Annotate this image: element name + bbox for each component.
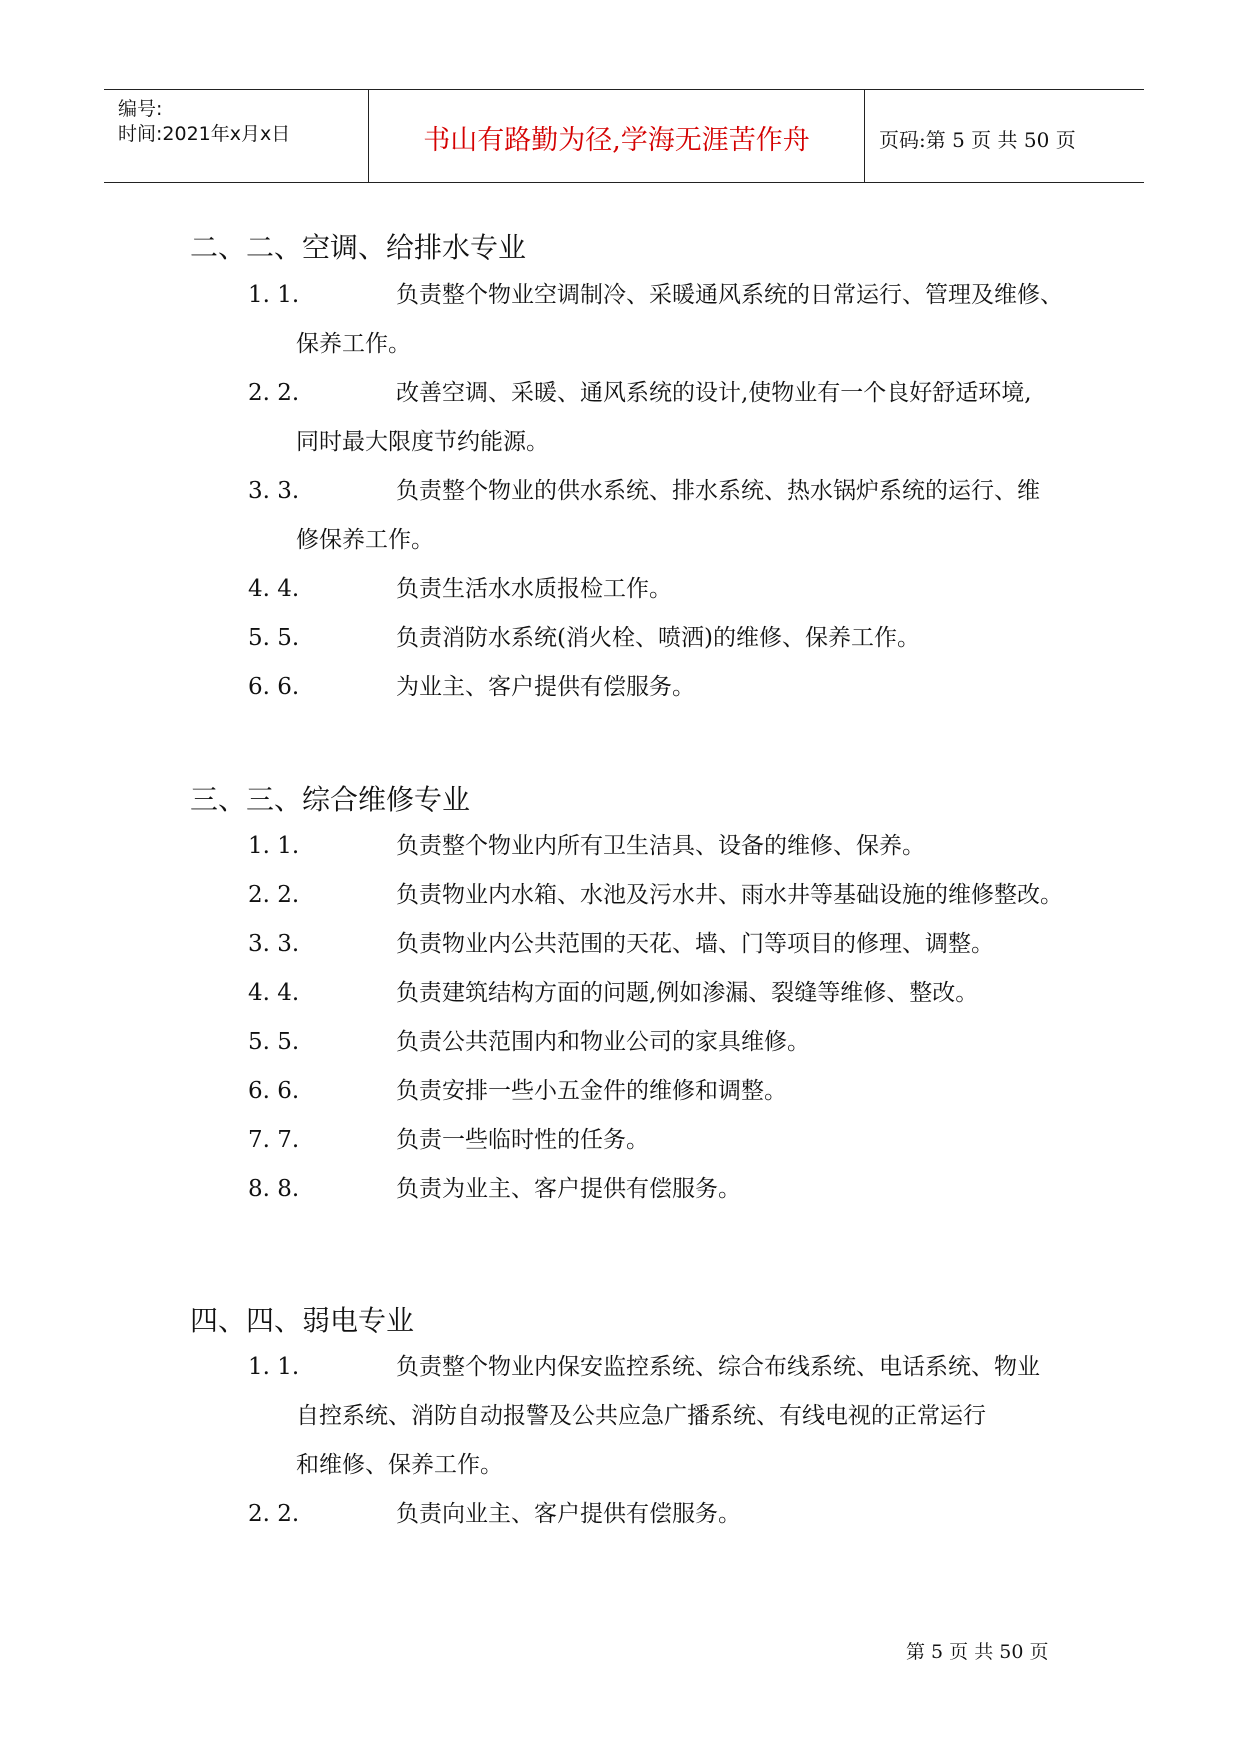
list-item-text: 同时最大限度节约能源。 (296, 429, 549, 455)
list-item (248, 1343, 1068, 1490)
list-item (248, 271, 1068, 369)
list-item-text: 负责物业内水箱、水池及污水井、雨水井等基础设施的维修整改。 (396, 882, 1063, 908)
list-item-text: 自控系统、消防自动报警及公共应急广播系统、有线电视的正常运行 (296, 1403, 986, 1429)
list-item (248, 1490, 1068, 1539)
section-heading: 二、二、空调、给排水专业 (190, 231, 527, 264)
list-item-number: 2. 2. (248, 380, 300, 406)
list-item-text: 为业主、客户提供有偿服务。 (396, 674, 695, 700)
list-item (248, 871, 1068, 920)
list-item-number: 1. 1. (248, 1354, 300, 1380)
list-item-text: 负责物业内公共范围的天花、墙、门等项目的修理、调整。 (396, 931, 994, 957)
list-item-number: 6. 6. (248, 674, 300, 700)
header-page-cell (865, 90, 1144, 182)
section-heading: 四、四、弱电专业 (190, 1304, 415, 1337)
list-item-text: 负责整个物业空调制冷、采暖通风系统的日常运行、管理及维修、 (396, 282, 1063, 308)
list-item-number: 7. 7. (248, 1127, 300, 1153)
page-footer: 第 5 页 共 50 页 (906, 1641, 1049, 1663)
list-item-text: 修保养工作。 (296, 527, 434, 553)
list-item-text: 和维修、保养工作。 (296, 1452, 503, 1478)
list-item-text: 负责公共范围内和物业公司的家具维修。 (396, 1029, 810, 1055)
list-item-text: 负责整个物业内保安监控系统、综合布线系统、电话系统、物业 (396, 1354, 1040, 1380)
list-item-text: 负责安排一些小五金件的维修和调整。 (396, 1078, 787, 1104)
list-item (248, 1067, 1068, 1116)
list-item-number: 1. 1. (248, 833, 300, 859)
header-meta-cell (104, 90, 369, 182)
list-item-text: 负责生活水水质报检工作。 (396, 576, 672, 602)
list-item (248, 369, 1068, 467)
list-item-number: 5. 5. (248, 625, 300, 651)
header-page-label: 页码:第 5 页 共 50 页 (879, 128, 1076, 152)
list-item-number: 2. 2. (248, 1501, 300, 1527)
list-item-text: 负责向业主、客户提供有偿服务。 (396, 1501, 741, 1527)
list-item (248, 1116, 1068, 1165)
document-number-label: 编号: (118, 98, 163, 120)
header-motto: 书山有路勤为径,学海无涯苦作舟 (423, 125, 810, 156)
list-item-text: 负责一些临时性的任务。 (396, 1127, 649, 1153)
list-item (248, 565, 1068, 614)
list-item (248, 822, 1068, 871)
list-item-text: 改善空调、采暖、通风系统的设计,使物业有一个良好舒适环境, (396, 380, 1032, 406)
list-item-number: 4. 4. (248, 576, 300, 602)
list-item (248, 614, 1068, 663)
list-item-text: 负责建筑结构方面的问题,例如渗漏、裂缝等维修、整改。 (396, 980, 979, 1006)
list-item-text: 负责整个物业的供水系统、排水系统、热水锅炉系统的运行、维 (396, 478, 1040, 504)
list-item (248, 920, 1068, 969)
list-item-number: 6. 6. (248, 1078, 300, 1104)
list-item (248, 663, 1068, 712)
header-motto-cell (369, 90, 865, 182)
list-item-number: 1. 1. (248, 282, 300, 308)
list-item-text: 负责为业主、客户提供有偿服务。 (396, 1176, 741, 1202)
document-time-label: 时间:2021年x月x日 (118, 123, 291, 145)
section-heading: 三、三、综合维修专业 (190, 783, 471, 816)
list-item (248, 1165, 1068, 1214)
list-item-text: 负责消防水系统(消火栓、喷洒)的维修、保养工作。 (396, 625, 920, 651)
list-item-number: 3. 3. (248, 931, 300, 957)
list-item-number: 8. 8. (248, 1176, 300, 1202)
list-item-number: 5. 5. (248, 1029, 300, 1055)
list-item-number: 4. 4. (248, 980, 300, 1006)
list-item-number: 3. 3. (248, 478, 300, 504)
list-item (248, 1018, 1068, 1067)
list-item-text: 负责整个物业内所有卫生洁具、设备的维修、保养。 (396, 833, 925, 859)
page-header (104, 89, 1144, 183)
list-item-number: 2. 2. (248, 882, 300, 908)
list-item (248, 467, 1068, 565)
list-item-text: 保养工作。 (296, 331, 411, 357)
list-item (248, 969, 1068, 1018)
